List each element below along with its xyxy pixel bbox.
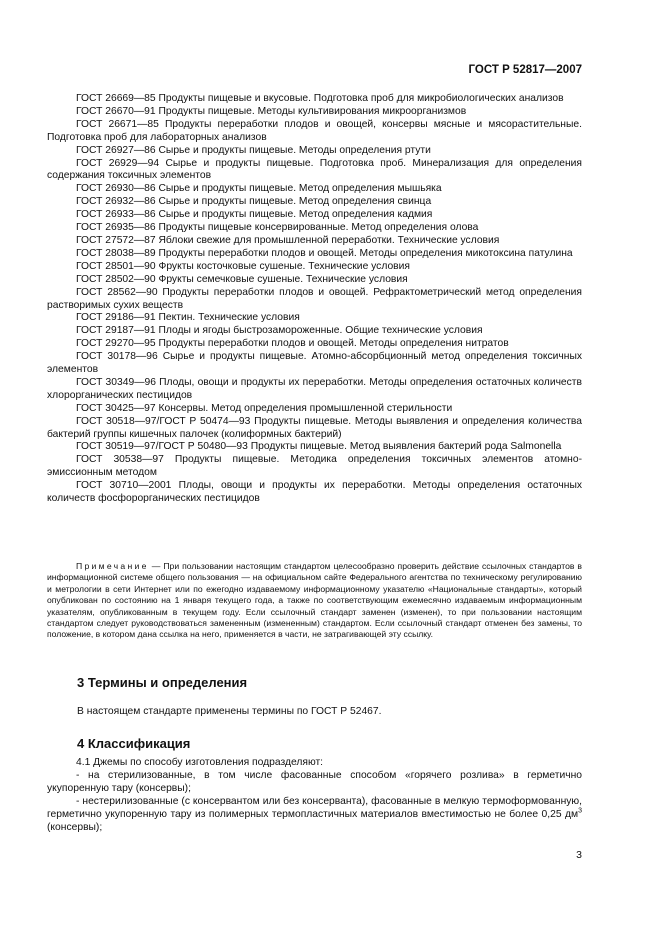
reference-item: ГОСТ 26935—86 Продукты пищевые консервированные. Метод определения олова [76, 222, 479, 234]
classification-item-sterilized: - на стерилизованные, в том числе фасованные способом «горячего розлива» в герметично укупоренную тару (консервы); [47, 769, 582, 794]
reference-item: ГОСТ 26670—91 Продукты пищевые. Методы культивирования микроорганизмов [76, 105, 467, 117]
document-header: ГОСТ Р 52817—2007 [468, 64, 582, 76]
section-3-heading: 3 Термины и определения [77, 675, 248, 690]
reference-item: ГОСТ 27572—87 Яблоки свежие для промышленной переработки. Технические условия [76, 234, 500, 246]
reference-item: ГОСТ 26930—86 Сырье и продукты пищевые. Метод определения мышьяка [76, 183, 442, 195]
reference-item: ГОСТ 26929—94 Сырье и продукты пищевые. Подготовка проб. Минерализация для определения содержания токсичных элементов [47, 157, 582, 182]
reference-item: ГОСТ 29187—91 Плоды и ягоды быстрозамороженные. Общие технические условия [76, 325, 483, 337]
item2-text-end: (консервы); [47, 821, 103, 833]
reference-item: ГОСТ 26671—85 Продукты переработки плодов и овощей, консервы мясные и мясорастительные. Подготовка проб для лабораторных анализов [47, 118, 582, 143]
reference-item: ГОСТ 26927—86 Сырье и продукты пищевые. Методы определения ртути [76, 144, 431, 156]
classification-block [47, 757, 582, 834]
item2-text: - нестерилизованные (с консервантом или без консерванта), фасованные в мелкую термоформованную, герметично укупоренную тару из полимерных термопластичных материалов вместимостью не более 0,25 дм [47, 795, 582, 820]
item2-superscript: 3 [578, 807, 582, 815]
reference-item: ГОСТ 26932—86 Сырье и продукты пищевые. Метод определения свинца [76, 196, 432, 208]
reference-item: ГОСТ 26669—85 Продукты пищевые и вкусовые. Подготовка проб для микробиологических анализов [76, 93, 564, 104]
page-number: 3 [576, 849, 582, 861]
reference-item: ГОСТ 29270—95 Продукты переработки плодов и овощей. Методы определения нитратов [76, 338, 509, 350]
reference-item: ГОСТ 28501—90 Фрукты косточковые сушеные. Технические условия [76, 260, 410, 272]
reference-item: ГОСТ 30538—97 Продукты пищевые. Методика определения токсичных элементов атомно-эмиссионным методом [47, 454, 582, 479]
note-label: Примечание [76, 561, 149, 571]
reference-item: ГОСТ 29186—91 Пектин. Технические условия [76, 312, 300, 324]
reference-item: ГОСТ 30178—96 Сырье и продукты пищевые. Атомно-абсорбционный метод определения токсичных элементов [47, 351, 582, 376]
reference-item: ГОСТ 30518—97/ГОСТ Р 50474—93 Продукты пищевые. Методы выявления и определения количества бактерий группы кишечных палочек (колиформных бактерий) [47, 415, 582, 440]
note-paragraph [47, 561, 582, 641]
reference-item: ГОСТ 28502—90 Фрукты семечковые сушеные. Технические условия [76, 273, 408, 285]
reference-item: ГОСТ 30425—97 Консервы. Метод определения промышленной стерильности [76, 402, 453, 414]
reference-item: ГОСТ 28562—90 Продукты переработки плодов и овощей. Рефрактометрический метод определения растворимых сухих веществ [47, 286, 582, 311]
classification-intro: 4.1 Джемы по способу изготовления подразделяют: [76, 757, 324, 768]
classification-item-nonsterilized [47, 796, 582, 835]
section-3-text: В настоящем стандарте применены термины по ГОСТ Р 52467. [77, 706, 382, 717]
reference-item: ГОСТ 28038—89 Продукты переработки плодов и овощей. Методы определения микотоксина патулина [76, 247, 573, 259]
reference-item: ГОСТ 30349—96 Плоды, овощи и продукты их переработки. Методы определения остаточных количеств хлорорганических пестицидов [47, 376, 582, 401]
note-text: — При пользовании настоящим стандартом целесообразно проверить действие ссылочных стандартов в информационной системе общего пользования — на официальном сайте Федерального агентства по техническому регулированию и метрологии в сети Интернет или по ежегодно издаваемому информационному указателю «Национальные стандарты», который опубликован по состоянию на 1 января текущего года, а также по соответствующим ежемесячно издаваемым информационным указателям, опубликованным в текущем году. Если ссылочный стандарт заменен (изменен), то при пользовании настоящим стандартом следует руководствоваться замененным (измененным) стандартом. Если ссылочный стандарт отменен без замены, то положение, в котором дана ссылка на него, применяется в части, не затрагивающей эту ссылку. [47, 561, 582, 640]
section-4-heading: 4 Классификация [77, 736, 191, 751]
reference-item: ГОСТ 30519—97/ГОСТ Р 50480—93 Продукты пищевые. Метод выявления бактерий рода Salmonella [76, 441, 562, 453]
reference-item: ГОСТ 26933—86 Сырье и продукты пищевые. Метод определения кадмия [76, 209, 433, 221]
normative-references-list [47, 93, 582, 506]
reference-item: ГОСТ 30710—2001 Плоды, овощи и продукты их переработки. Методы определения остаточных количеств фосфорорганических пестицидов [47, 480, 582, 505]
